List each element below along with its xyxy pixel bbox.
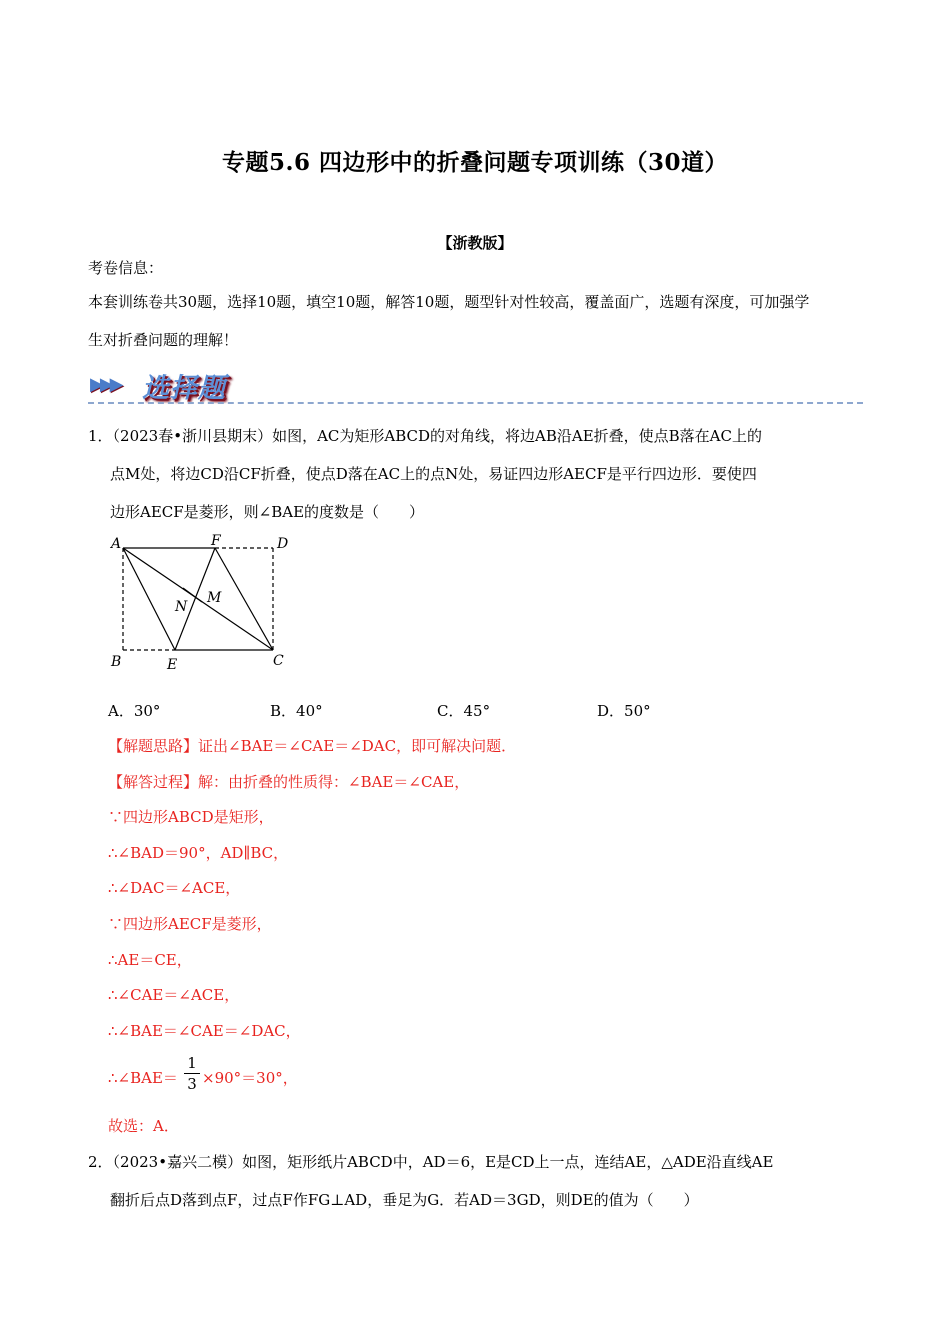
q1-step-4: ∵四边形AECF是菱形，	[108, 915, 272, 933]
label-D: D	[277, 536, 289, 552]
q1-option-b: B．40°	[270, 702, 323, 720]
q1-figure	[105, 532, 305, 674]
label-E: E	[167, 657, 178, 673]
fraction-denominator: 3	[187, 1075, 197, 1093]
q1-line-3: 边形AECF是菱形，则∠BAE的度数是（ ）	[110, 503, 425, 521]
q1-final-prefix: ∴∠BAE＝	[108, 1069, 178, 1087]
q1-step-7: ∴∠BAE＝∠CAE＝∠DAC，	[108, 1022, 301, 1040]
segment-FC	[215, 548, 273, 650]
q1-solution-process: 【解答过程】解：由折叠的性质得：∠BAE＝∠CAE，	[108, 773, 470, 791]
q1-step-2: ∴∠BAD＝90°，AD∥BC，	[108, 844, 289, 862]
q2-line-2: 翻折后点D落到点F，过点F作FG⊥AD，垂足为G．若AD＝3GD，则DE的值为（ ）	[110, 1191, 699, 1209]
label-A: A	[111, 536, 122, 552]
page-title: 专题5.6 四边形中的折叠问题专项训练（30道）	[221, 149, 729, 176]
q1-step-6: ∴∠CAE＝∠ACE，	[108, 986, 240, 1004]
q1-option-c: C．45°	[437, 702, 491, 720]
label-F: F	[211, 533, 221, 549]
q1-option-a: A．30°	[108, 702, 161, 720]
fraction-bar	[184, 1073, 200, 1074]
intro-line-2: 生对折叠问题的理解！	[88, 331, 239, 349]
q1-solution-idea: 【解题思路】证出∠BAE＝∠CAE＝∠DAC，即可解决问题．	[108, 737, 517, 755]
label-M: M	[207, 590, 222, 606]
q2-line-1: 2．（2023•嘉兴二模）如图，矩形纸片ABCD中，AD＝6，E是CD上一点，连结AE，△ADE沿直线AE	[88, 1153, 774, 1171]
q1-step-1: ∵四边形ABCD是矩形，	[108, 808, 274, 826]
label-N: N	[175, 599, 188, 615]
banner-divider	[88, 402, 863, 404]
q1-line-1: 1．（2023春•浙川县期末）如图，AC为矩形ABCD的对角线，将边AB沿AE折叠，使点B落在AC上的	[88, 427, 762, 445]
q1-answer: 故选：A．	[108, 1117, 179, 1135]
intro-line-1: 本套训练卷共30题，选择10题，填空10题，解答10题，题型针对性较高，覆盖面广，选题有深度，可加强学	[88, 293, 810, 311]
fraction-numerator: 1	[187, 1054, 197, 1072]
section-banner-label: 选择题	[142, 373, 226, 404]
q1-step-3: ∴∠DAC＝∠ACE，	[108, 879, 241, 897]
label-C: C	[273, 653, 284, 669]
section-banner	[88, 366, 863, 408]
segment-AE	[123, 548, 175, 650]
fraction-one-third	[184, 1054, 200, 1093]
q1-final-suffix: ×90°＝30°，	[202, 1069, 298, 1087]
q1-step-5: ∴AE＝CE，	[108, 951, 192, 969]
triple-arrow-icon: ▶▶▶	[90, 374, 120, 395]
edition-label: 【浙教版】	[437, 234, 513, 252]
exam-info-label: 考卷信息：	[88, 259, 164, 277]
label-B: B	[111, 654, 122, 670]
q1-option-d: D．50°	[597, 702, 651, 720]
q1-line-2: 点M处，将边CD沿CF折叠，使点D落在AC上的点N处，易证四边形AECF是平行四边形．要使四	[110, 465, 757, 483]
